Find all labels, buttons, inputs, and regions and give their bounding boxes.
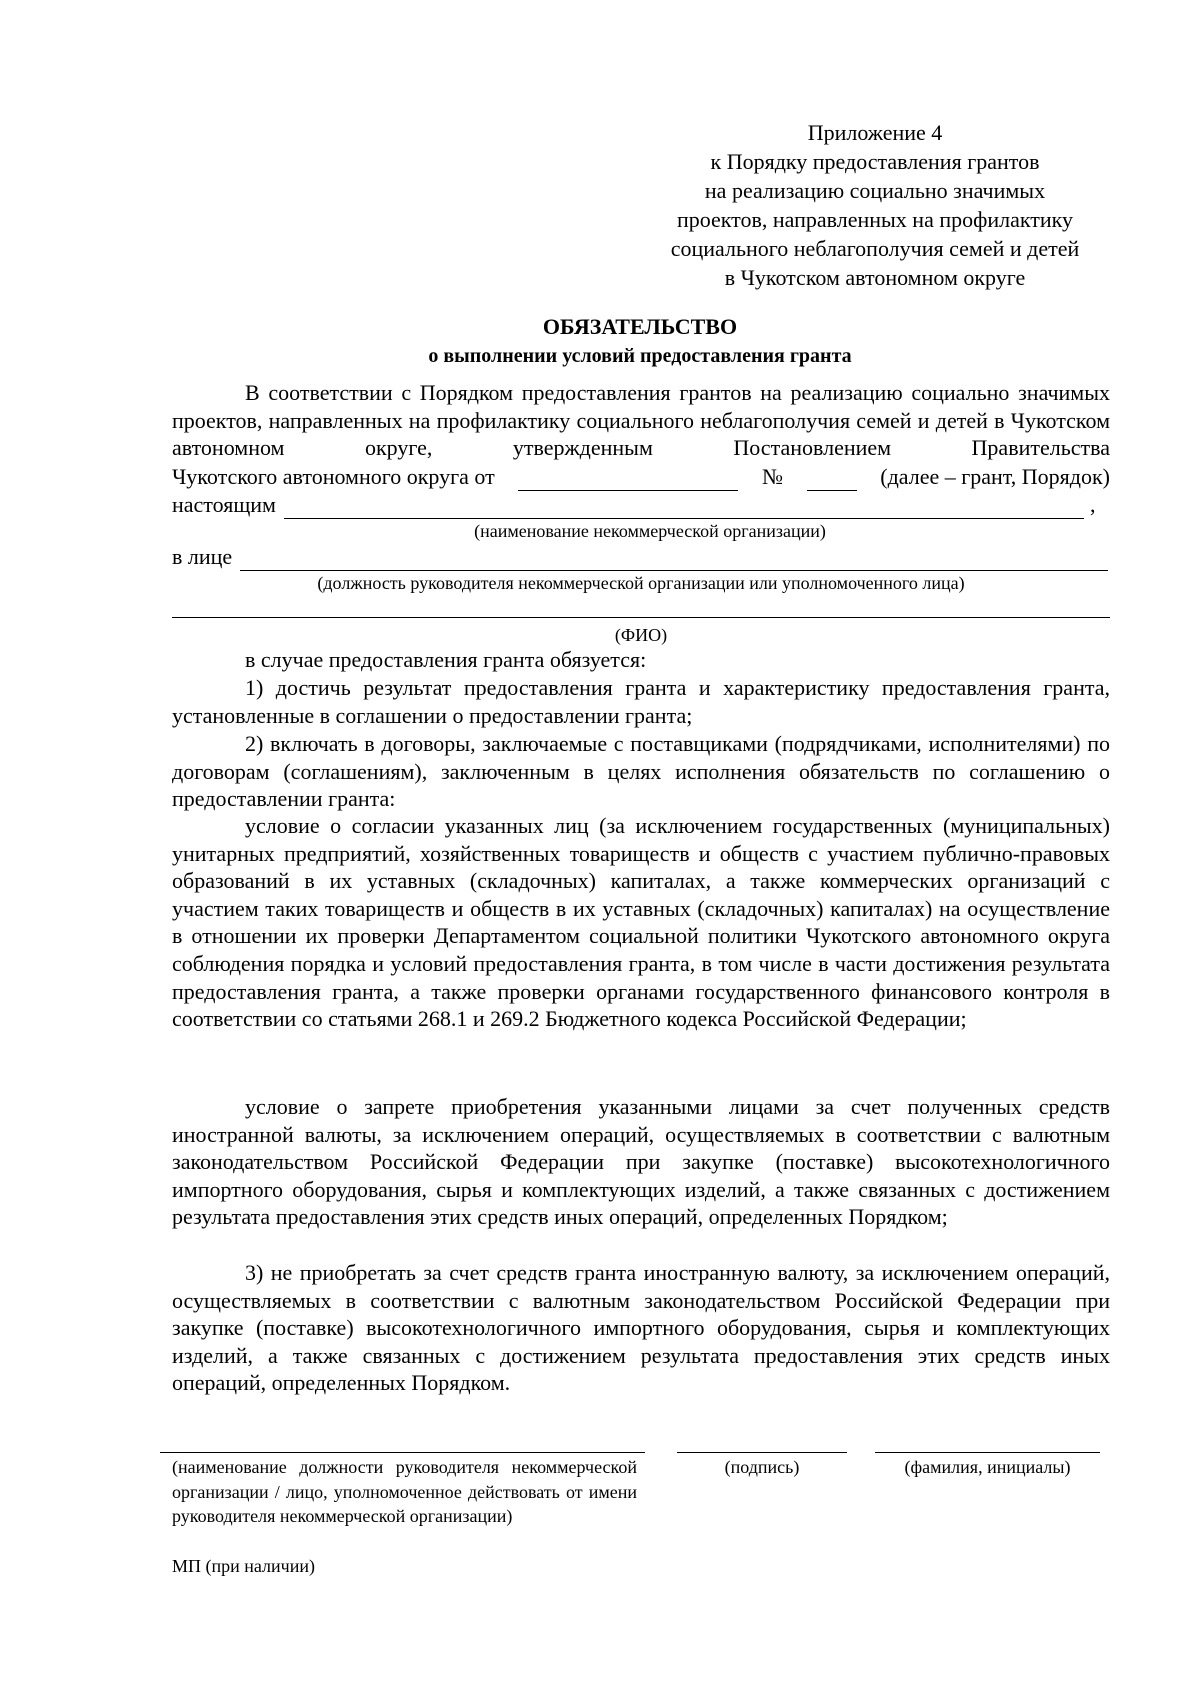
org-label: настоящим bbox=[172, 492, 276, 517]
condition2-paragraph: условие о запрете приобретения указанными лицами за счет полученных средств иностранной валюты, за исключением операций, осуществляемых в соответствии с валютным законодательством Российской Федерации при закупке (поставке) высокотехнологичного импортного оборудования, сырья и комплектующих изделий, а также связанных с достижением результата предоставления этих средств иных операций, определенных Порядком; bbox=[172, 1094, 1110, 1230]
position-signature-line[interactable] bbox=[160, 1452, 645, 1453]
org-comma: , bbox=[1089, 492, 1096, 517]
item1-paragraph: 1) достичь результат предоставления гранта и характеристику предоставления гранта, установленные в соглашении о предоставлении гранта; bbox=[172, 675, 1110, 728]
org-name-field[interactable] bbox=[284, 496, 1084, 519]
position-field[interactable] bbox=[240, 548, 1108, 571]
intro-line-date bbox=[172, 463, 1110, 491]
date-field[interactable] bbox=[518, 468, 738, 491]
appendix-line: на реализацию социально значимых bbox=[704, 178, 1046, 203]
in-person-label: в лице bbox=[172, 544, 233, 569]
intro-date-label: Чукотского автономного округа от bbox=[172, 464, 495, 489]
position-caption: (должность руководителя некоммерческой организации или уполномоченного лица) bbox=[317, 573, 965, 593]
appendix-line: к Порядку предоставления грантов bbox=[710, 149, 1040, 174]
appendix-header bbox=[640, 118, 1110, 292]
obliges-paragraph: в случае предоставления гранта обязуется: bbox=[245, 647, 647, 672]
org-caption: (наименование некоммерческой организации) bbox=[474, 521, 826, 541]
name-signature-line[interactable] bbox=[875, 1452, 1100, 1453]
item2-paragraph: 2) включать в договоры, заключаемые с поставщиками (подрядчиками, исполнителями) по договорам (соглашениям), заключенным в целях исполнения обязательств по соглашению о предоставлении гранта: bbox=[172, 731, 1110, 812]
item3-paragraph: 3) не приобретать за счет средств гранта иностранную валюту, за исключением операций, осуществляемых в соответствии с валютным законодательством Российской Федерации при закупке (поставке) высокотехнологичного импортного оборудования, сырья и комплектующих изделий, а также связанных с достижением результата предоставления этих средств иных операций, определенных Порядком. bbox=[172, 1260, 1110, 1396]
intro-date-tail: (далее – грант, Порядок) bbox=[880, 464, 1110, 489]
document-subtitle: о выполнении условий предоставления гранта bbox=[428, 345, 852, 367]
in-person-row bbox=[172, 543, 1110, 571]
appendix-line: Приложение 4 bbox=[807, 120, 943, 145]
signature-position-caption: (наименование должности руководителя некоммерческой организации / лицо, уполномоченное действовать от имени руководителя некоммерческой организации) bbox=[172, 1457, 637, 1526]
document-title: ОБЯЗАТЕЛЬСТВО bbox=[542, 314, 738, 339]
fio-caption: (ФИО) bbox=[614, 625, 668, 645]
stamp-label: МП (при наличии) bbox=[172, 1556, 315, 1576]
name-caption: (фамилия, инициалы) bbox=[904, 1457, 1071, 1477]
appendix-line: социального неблагополучия семей и детей bbox=[670, 236, 1080, 261]
signature-caption: (подпись) bbox=[724, 1457, 800, 1477]
condition1-paragraph: условие о согласии указанных лиц (за исключением государственных (муниципальных) унитарных предприятий, хозяйственных товариществ и обществ с участием публично-правовых образований в их уставных (складочных) капиталах, а также коммерческих организаций с участием таких товариществ и обществ в их уставных (складочных) капиталах) на осуществление в отношении их проверки Департаментом социальной политики Чукотского автономного округа соблюдения порядка и условий предоставления гранта, в том числе в части достижения результата предоставления гранта, а также проверки органами государственного финансового контроля в соответствии со статьями 268.1 и 269.2 Бюджетного кодекса Российской Федерации; bbox=[172, 813, 1110, 1032]
appendix-line: проектов, направленных на профилактику bbox=[676, 207, 1074, 232]
number-sign: № bbox=[762, 464, 783, 489]
number-field[interactable] bbox=[807, 468, 857, 491]
appendix-line: в Чукотском автономном округе bbox=[724, 265, 1026, 290]
signature-line[interactable] bbox=[677, 1452, 847, 1453]
fio-field[interactable] bbox=[172, 595, 1110, 618]
intro-line-org bbox=[172, 491, 1110, 519]
intro-paragraph: В соответствии с Порядком предоставления грантов на реализацию социально значимых проектов, направленных на профилактику социального неблагополучия семей и детей в Чукотском автономном округе, утвержденным Постановлением Правительства bbox=[172, 380, 1110, 461]
